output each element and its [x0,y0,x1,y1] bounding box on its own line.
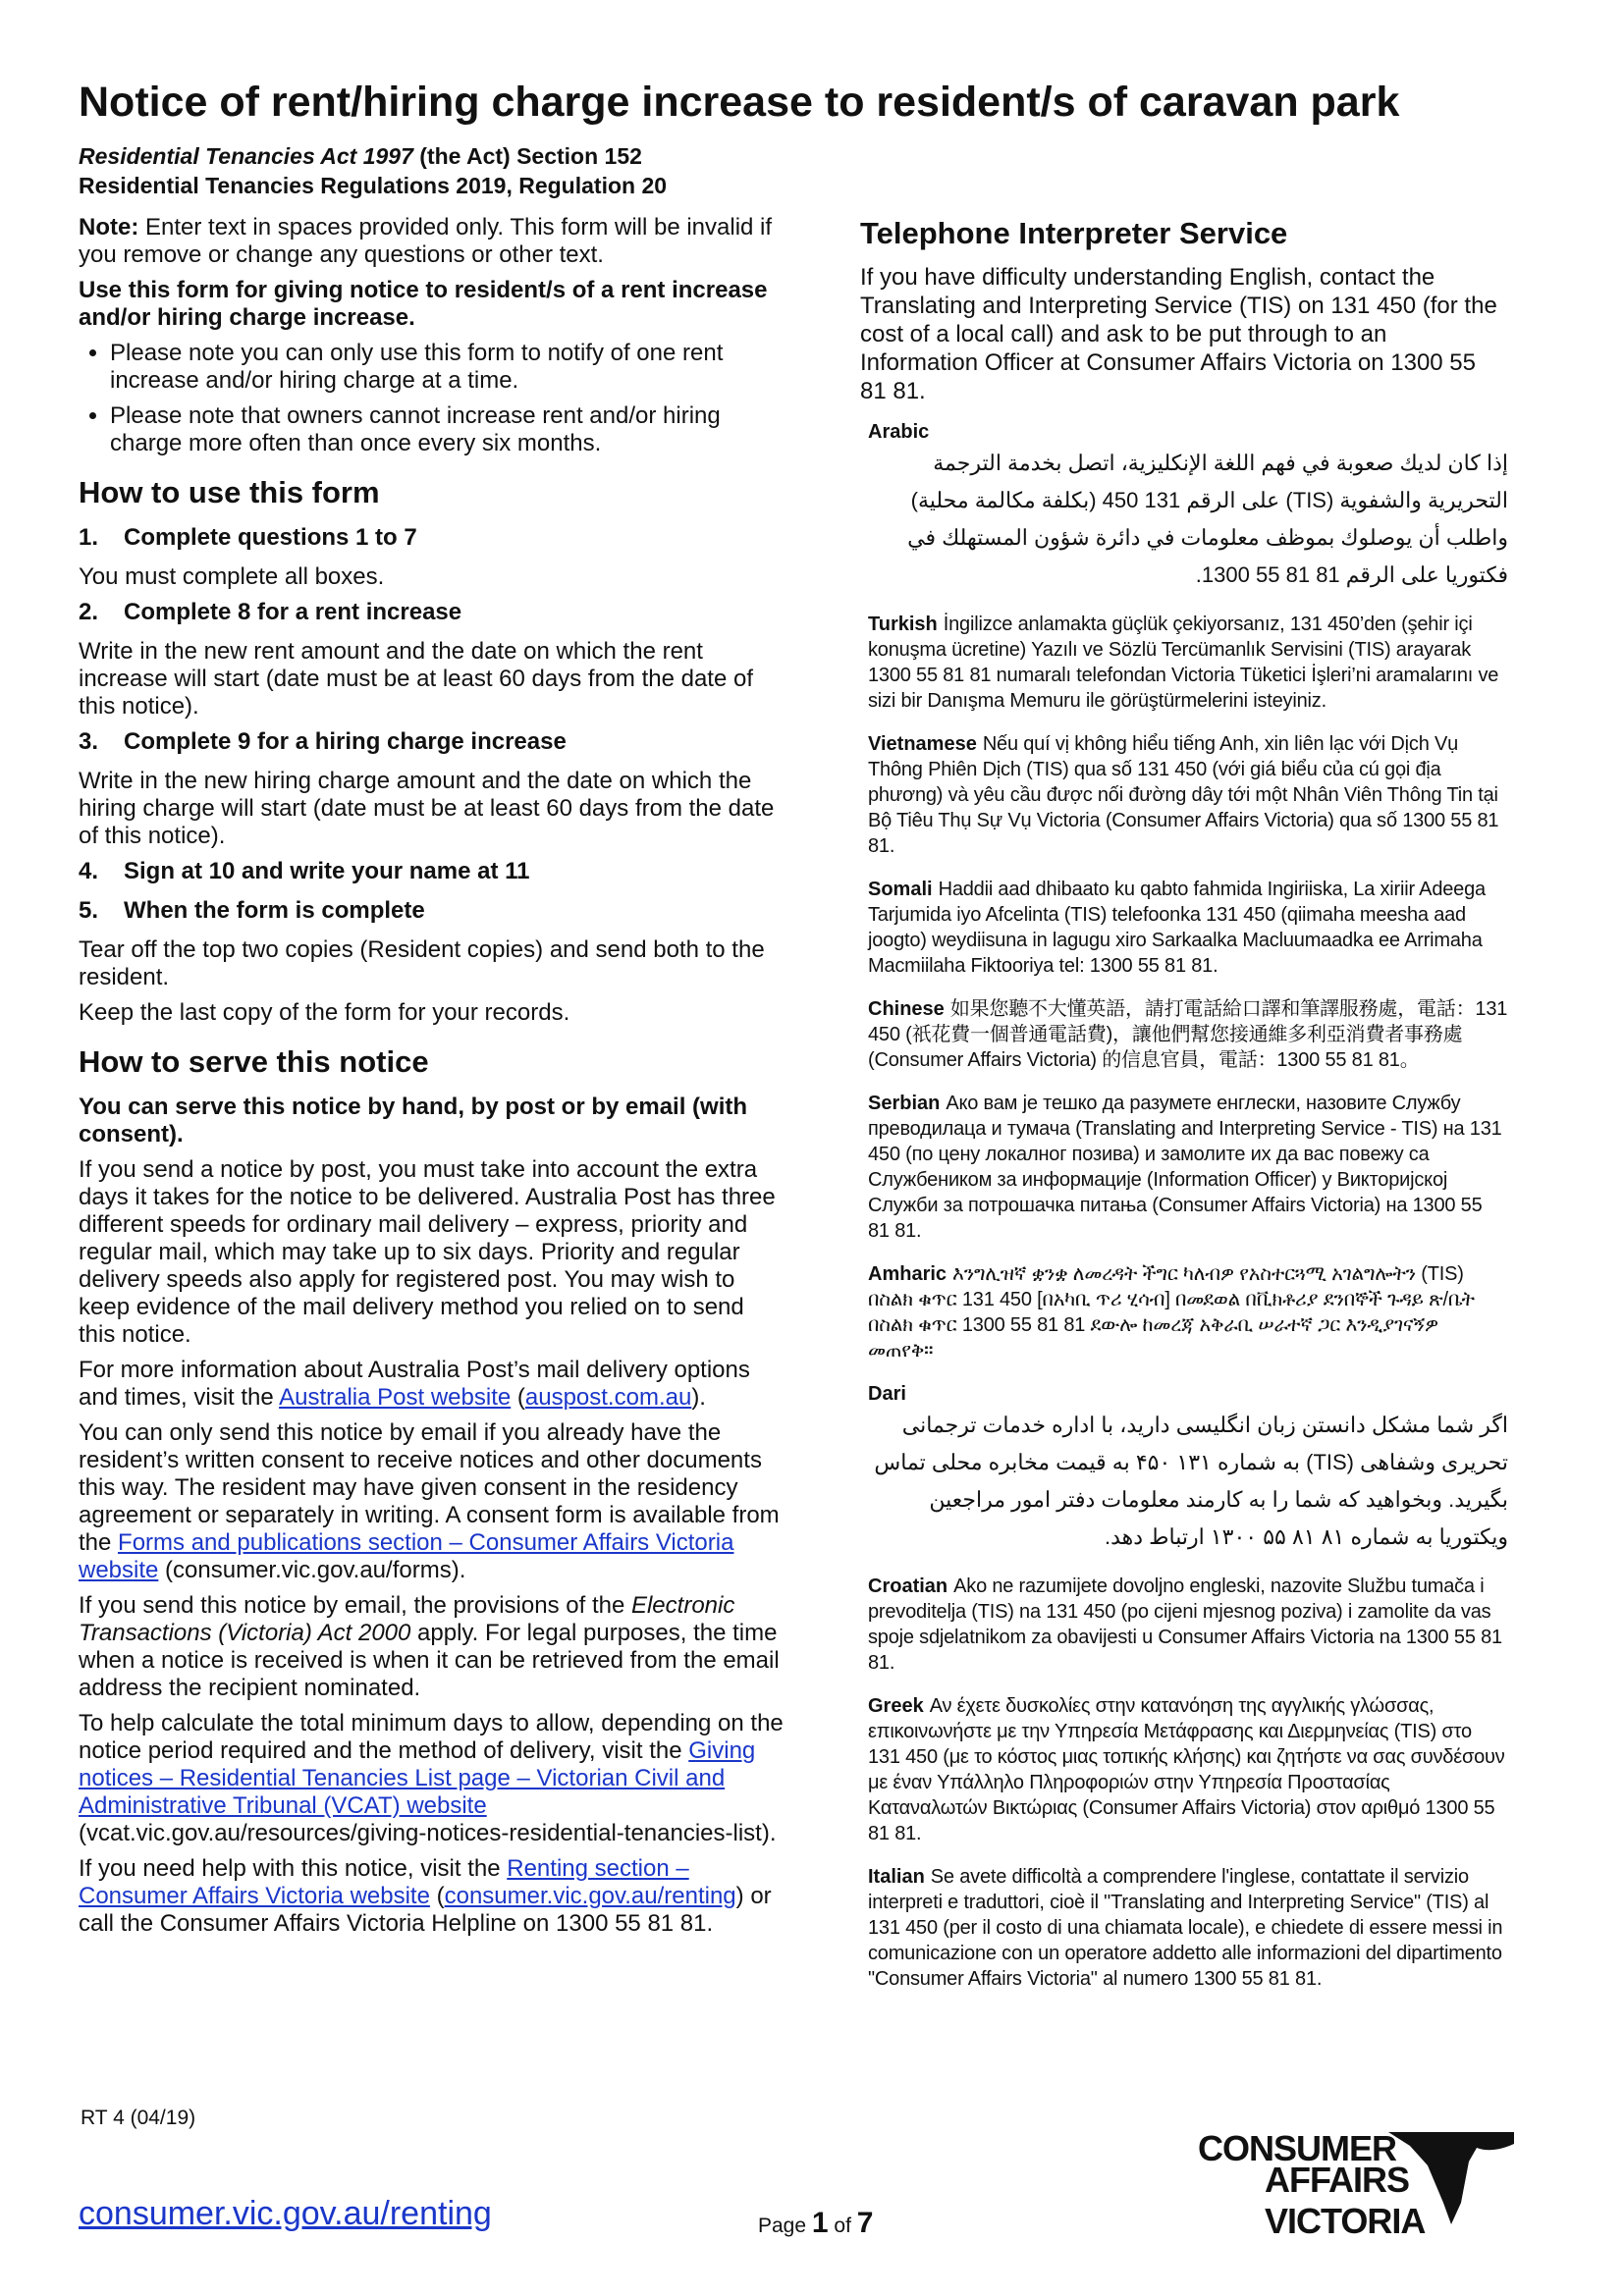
language-vietnamese [868,731,1508,859]
language-name: Chinese [868,998,945,1020]
step-2 [79,599,785,626]
language-text: اگر شما مشکل دانستن زبان انگلیسی دارید، با اداره خدمات ترجمانی تحریری وشفاهی (TIS) به شماره ۱۳۱ ۴۵۰ به قیمت مخابره محلی تماس بگیرید. وبخواهید که شما را به کارمند معلومات دفتر امور مراجعین ویکتوریا به شماره ۸۱ ۸۱ ۵۵ ۱۳۰۰ ارتباط دهد. [874,1413,1508,1549]
act-section: (the Act) Section 152 [412,143,642,169]
language-name: Somali [868,879,933,900]
help-pre: If you need help with this notice, visit the [79,1855,508,1882]
use-form-text: Use this form for giving notice to resident/s of a rent increase and/or hiring charge increase. [79,277,768,331]
etact-paragraph [79,1592,785,1702]
language-text: Αν έχετε δυσκολίες στην κατανόηση της αγγλικής γλώσσας, επικοινωνήστε με την Υπηρεσία Μετάφρασης και Διερμηνείας (TIS) στο 131 450 (με το κόστος μιας τοπικής κλήσης) και ζητήστε να σας συνδέσουν με έναν Υπάλληλο Πληροφοριών στην Υπηρεσία Προστασίας Καταναλωτών Βικτώριας (Consumer Affairs Victoria) στον αριθμό 1300 55 81 81. [868,1695,1505,1844]
auspost-paren-close: ). [691,1384,706,1411]
language-name: Serbian [868,1093,941,1114]
step-number: 3. [79,728,99,755]
language-greek [868,1693,1508,1846]
auspost-intro: For more information about Australia Post’s mail delivery options and times, visit the [79,1357,750,1411]
consumer-affairs-victoria-logo [1198,2128,1571,2241]
etact-name: Electronic Transactions (Victoria) Act 2000 [79,1592,735,1646]
auspost-paren: ( [516,1384,525,1411]
act-name: Residential Tenancies Act 1997 [79,143,413,169]
language-croatian [868,1574,1508,1676]
language-amharic [868,1261,1508,1363]
interpreter-heading: Telephone Interpreter Service [860,216,1288,250]
help-paragraph [79,1855,785,1938]
list-item: • Please note that owners cannot increase rent and/or hiring charge more often than once every six months. [110,402,785,457]
language-turkish [868,612,1508,714]
step-title: Complete questions 1 to 7 [124,524,417,551]
language-text: Nếu quí vị không hiểu tiếng Anh, xin liên lạc với Dịch Vụ Thông Phiên Dịch (TIS) qua số 131 450 (với giá biểu của cú gọi địa phương) và yêu cầu được nối đường dây tới một Nhân Viên Thông Tin tại Bộ Tiêu Thụ Sự Vụ Victoria (Consumer Affairs Victoria) qua số 1300 55 81 81. [868,733,1499,857]
language-chinese [868,996,1508,1073]
calc-pre: To help calculate the total minimum days to allow, depending on the notice period required and the method of delivery, visit the [79,1710,784,1764]
language-text: إذا كان لديك صعوبة في فهم اللغة الإنكليزية، اتصل بخدمة الترجمة التحريرية والشفوية (TIS) على الرقم 131 450 (بكلفة مكالمة محلية) واطلب أن يوصلوك بموظف معلومات في دائرة شؤون المستهلك في فكتوريا على الرقم 81 81 55 1300. [907,451,1508,587]
forms-link[interactable]: Forms and publications section – Consumer Affairs Victoria website [79,1529,734,1583]
language-name: Amharic [868,1263,947,1285]
interpreter-intro: If you have difficulty understanding English, contact the Translating and Interpreting Service (TIS) on 131 450 (for the cost of a local call) and ask to be put through to an Information Officer at Consumer Affairs Victoria on 1300 55 81 81. [860,264,1497,404]
language-name: Dari [868,1383,906,1405]
logo-line-1: CONSUMER [1198,2128,1397,2168]
step-title: Complete 8 for a rent increase [124,599,462,625]
step-3 [79,728,785,756]
page-of: of [828,2215,857,2237]
help-post: ) or call the Consumer Affairs Victoria Helpline on 1300 55 81 81. [79,1883,772,1937]
email-text: You can only send this notice by email if you already have the resident’s written consent to receive notices and other documents this way. The resident may have given consent in the residency agreement or separately in writing. A consent form is available from the [79,1419,780,1556]
language-italian [868,1864,1508,1992]
serve-methods: You can serve this notice by hand, by post or by email (with consent). [79,1094,748,1148]
page-total: 7 [856,2207,874,2239]
step-title: Complete 9 for a hiring charge increase [124,728,567,755]
etact-pre: If you send this notice by email, the provisions of the [79,1592,631,1619]
logo-line-2: AFFAIRS VICTORIA [1265,2160,1426,2241]
renting-paren: ( [429,1883,445,1909]
forms-url: (consumer.vic.gov.au/forms). [158,1557,466,1583]
step-5-records: Keep the last copy of the form for your records. [79,999,570,1026]
note-label: Note: [79,214,139,240]
act-reference [79,141,825,200]
language-name: Vietnamese [868,733,977,755]
email-paragraph [79,1419,785,1584]
step-title: Sign at 10 and write your name at 11 [124,858,530,884]
page-title: Notice of rent/hiring charge increase to resident/s of caravan park [79,79,1400,126]
auspost-paragraph [79,1357,785,1412]
page-number [758,2207,873,2240]
step-title: When the form is complete [124,897,425,924]
note-paragraph [79,214,785,269]
page-current: 1 [811,2207,829,2239]
how-to-use-heading: How to use this form [79,475,380,509]
interpreter-column [860,216,1508,2009]
language-somali [868,877,1508,979]
language-text: 如果您聽不大懂英語，請打電話給口譯和筆譯服務處，電話：131 450 (祇花費一個普通電話費)，讓他們幫您接通維多利亞消費者事務處 (Consumer Affairs Victoria) 的信息官員，電話：1300 55 81 81。 [868,998,1508,1071]
vcat-url: (vcat.vic.gov.au/resources/giving-notices-residential-tenancies-list). [79,1820,777,1846]
step-number: 5. [79,897,99,924]
note-text: Enter text in spaces provided only. This form will be invalid if you remove or change any questions or other text. [79,214,773,268]
etact-post: apply. For legal purposes, the time when a notice is received is when it can be retrieved from the email address the recipient nominated. [79,1620,780,1701]
language-text: Se avete difficoltà a comprendere l'inglese, contattate il servizio interpreti e traduttori, cioè il "Translating and Interpreting Service" (TIS) al 131 450 (per il costo di una chiamata locale), e chiedete di essere messi in comunicazione con un operatore addetto alle informazioni del dipartimento "Consumer Affairs Victoria" al numero 1300 55 81 81. [868,1866,1503,1990]
language-text: Ако вам је тешко да разумете енглески, назовите Службу преводилаца и тумача (Translating and Interpreting Service - TIS) на 131 450 (по цену локалног позива) и замолите их да вас повежу са Службеником за информације (Information Officer) у Викторијској Служби за потрошачка питања (Consumer Affairs Victoria) на 1300 55 81 81. [868,1093,1502,1242]
language-name: Italian [868,1866,925,1888]
renting-link[interactable]: Renting section – Consumer Affairs Victoria website [79,1855,689,1909]
language-arabic [868,419,1508,594]
language-name: Croatian [868,1575,948,1597]
step-5 [79,897,785,925]
auspost-link[interactable]: Australia Post website [279,1384,512,1411]
step-3-text: Write in the new hiring charge amount and the date on which the hiring charge will start (date must be at least 60 days from the date of this notice). [79,768,775,849]
language-text: እንግሊዝኛ ቋንቋ ለመረዳት ችግር ካለብዎ የአስተርጓሚ አገልግሎትን (TIS) በስልክ ቁጥር 131 450 [በአካቢ ጥሪ ሂሳብ] በመደወል በቪክቶሪያ ደንበኞች ጉዳይ ጽ/ቤት በስልክ ቁጥር 1300 55 81 81 ደውሎ ከመረጃ አቅራቢ ሠራተኛ ጋር እንዲያገናኝዎ መጠየቅ። [868,1263,1475,1362]
post-paragraph: If you send a notice by post, you must take into account the extra days it takes for the notice to be delivered. Australia Post has three different speeds for ordinary mail delivery – express, priority and regular mail, which may take up to six days. Priority and regular delivery speeds also apply for registered post. You may wish to keep evidence of the mail delivery method you relied on to send this notice. [79,1156,776,1348]
language-name: Greek [868,1695,924,1717]
step-1 [79,524,785,552]
step-number: 2. [79,599,99,625]
language-name: Turkish [868,614,938,635]
renting-url-link[interactable]: consumer.vic.gov.au/renting [444,1883,736,1909]
notes-list [79,340,785,457]
step-2-text: Write in the new rent amount and the date on which the rent increase will start (date must be at least 60 days from the date of this notice). [79,638,753,720]
regulations-line: Residential Tenancies Regulations 2019, Regulation 20 [79,173,668,198]
language-text: Ako ne razumijete dovoljno engleski, nazovite Službu tumača i prevoditelja (TIS) na 131 450 (po cijeni mjesnog poziva) i zamolite da vas spoje sdjelatnikom za obavijesti u Consumer Affairs Victoria na 1300 55 81 81. [868,1575,1502,1674]
list-item: • Please note you can only use this form to notify of one rent increase and/or hiring charge at a time. [110,340,785,395]
step-4 [79,858,785,885]
language-text: Haddii aad dhibaato ku qabto fahmida Ingiriiska, La xiriir Adeega Tarjumida iyo Afcelinta (TIS) telefoonka 131 450 (qiimaha meesha aad joogto) weydiisuna in lagugu xiro Sarkaalka Macluumaadka ee Arrimaha Macmiilaha Fiktooriya tel: 1300 55 81 81. [868,879,1486,977]
instructions-column [79,214,785,1946]
act-line [79,141,825,171]
vcat-link[interactable]: Giving notices – Residential Tenancies List page – Victorian Civil and Administrative Tribunal (VCAT) website [79,1737,756,1819]
step-number: 4. [79,858,99,884]
form-code: RT 4 (04/19) [81,2107,196,2129]
serve-notice-heading: How to serve this notice [79,1044,429,1079]
step-1-text: You must complete all boxes. [79,563,385,590]
language-dari [868,1381,1508,1556]
step-5-text: Tear off the top two copies (Resident copies) and send both to the resident. [79,936,765,990]
page-label: Page [758,2215,812,2237]
auspost-url-link[interactable]: auspost.com.au [524,1384,692,1411]
step-number: 1. [79,524,99,551]
footer-renting-link[interactable]: consumer.vic.gov.au/renting [79,2195,492,2232]
language-name: Arabic [868,421,930,443]
language-text: İngilizce anlamakta güçlük çekiyorsanız, 131 450’den (şehir içi konuşma ücretine) Yazılı ve Sözlü Tercümanlık Servisini (TIS) arayarak 1300 55 81 81 numaralı telefondan Victoria Tüketici İşleri’ni aramalarını ve sizi bir Danışma Memuru ile görüştürmelerini isteyiniz. [868,614,1499,712]
calc-paragraph [79,1710,785,1847]
language-serbian [868,1091,1508,1244]
